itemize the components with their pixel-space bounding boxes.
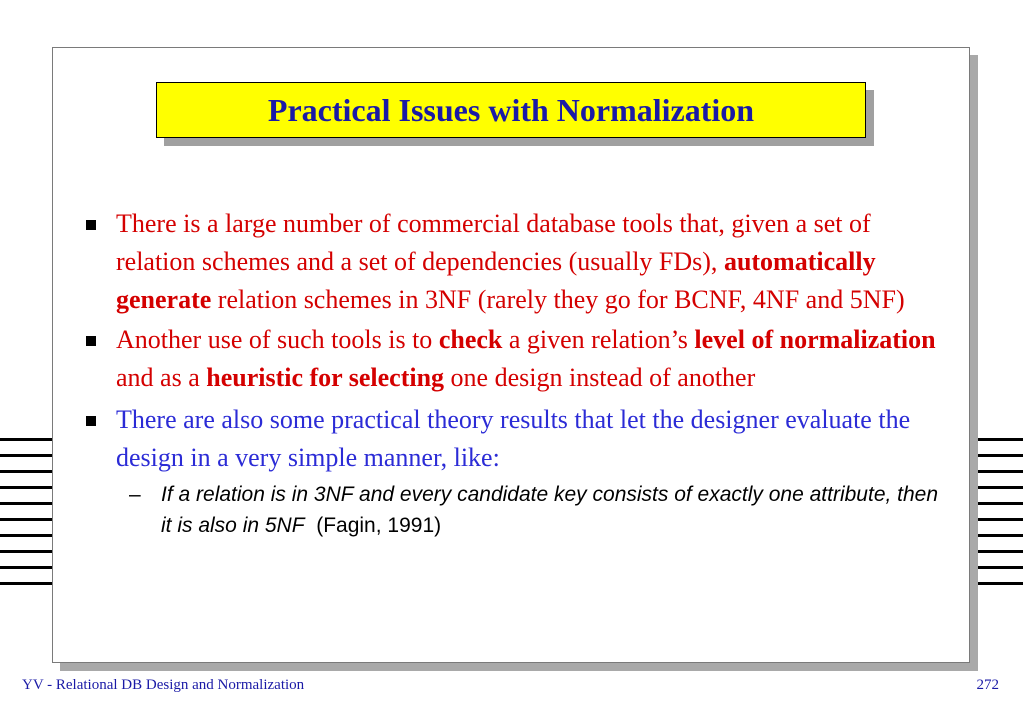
bullet-item-1 (86, 205, 946, 319)
bullet-1-text-post: relation schemes in 3NF (rarely they go for BCNF, 4NF and 5NF) (211, 285, 905, 314)
bullet-item-2 (86, 321, 946, 397)
bullet-2-emphasis-check: check (438, 325, 503, 354)
sub-bullet-statement: If a relation is in 3NF and every candidate key consists of exactly one attribute, then it is also in 5NF (161, 483, 939, 537)
bullet-2-emphasis-level: level of normalization (694, 325, 936, 354)
bullet-2-emphasis-heuristic: heuristic for selecting (206, 363, 445, 392)
bullet-2-text-1: Another use of such tools is to (116, 325, 439, 354)
slide-title: Practical Issues with Normalization (156, 82, 866, 138)
footer-page-number: 272 (976, 677, 999, 693)
sub-bullet-citation: (Fagin, 1991) (304, 514, 442, 537)
bullet-2-text-2: a given relation’s (502, 325, 695, 354)
decorative-stripes-left (0, 438, 52, 598)
square-bullet-icon (86, 416, 96, 426)
bullet-3-text: There are also some practical theory results that let the designer evaluate the design in a very simple manner, like: (116, 405, 911, 472)
bullet-list (86, 205, 946, 541)
decorative-stripes-right (971, 438, 1023, 598)
dash-bullet-icon: – (129, 483, 141, 506)
bullet-2-text-4: one design instead of another (444, 363, 756, 392)
square-bullet-icon (86, 220, 96, 230)
sub-bullet-item (86, 479, 946, 541)
bullet-1-text-pre: There is a large number of commercial database tools that, given a set of relation schemes and a set of dependencies (usually FDs), (116, 209, 871, 276)
bullet-1-emphasis: automatically generate (116, 247, 876, 314)
bullet-item-3 (86, 401, 946, 477)
footer-course-title: YV - Relational DB Design and Normalization (22, 677, 305, 693)
bullet-2-text-3: and as a (116, 363, 207, 392)
square-bullet-icon (86, 336, 96, 346)
